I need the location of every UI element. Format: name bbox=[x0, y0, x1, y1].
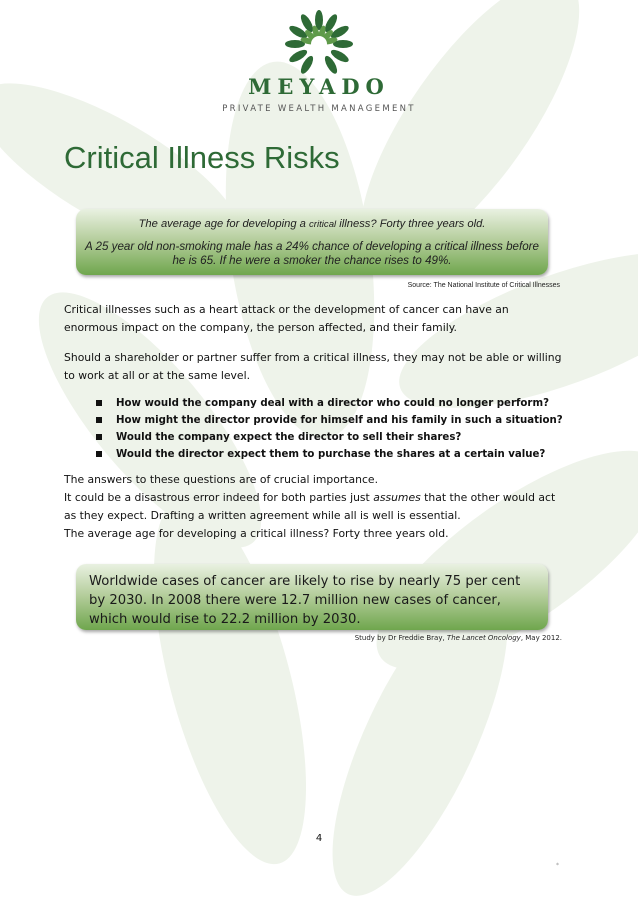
list-item: Would the company expect the director to sell their shares? bbox=[96, 429, 566, 446]
bullet-square-icon bbox=[96, 451, 102, 457]
page-number: 4 bbox=[315, 833, 323, 844]
list-item: How might the director provide for himself and his family in such a situation? bbox=[96, 412, 566, 429]
company-logo bbox=[0, 0, 638, 130]
statistic-box bbox=[76, 564, 548, 630]
source-citation: Source: The National Institute of Critical Illnesses bbox=[407, 282, 560, 289]
footer-mark: * bbox=[556, 862, 559, 869]
list-item: How would the company deal with a director who could no longer perform? bbox=[96, 395, 566, 412]
brand-name: MEYADO bbox=[248, 74, 390, 99]
paragraph-impact: Critical illnesses such as a heart attack or the development of cancer can have an enormous impact on the company, the person affected, and their family. bbox=[64, 303, 509, 334]
bullet-square-icon bbox=[96, 400, 102, 406]
statistic-text: Worldwide cases of cancer are likely to rise by nearly 75 per cent by 2030. In 2008 there were 12.7 million new cases of cancer, which would rise to 22.2 million by 2030. bbox=[89, 574, 521, 627]
highlight-line-2: A 25 year old non-smoking male has a 24% chance of developing a critical illness before he is 65. If he were a smoker the chance rises to 49%. bbox=[85, 240, 539, 267]
brand-tagline: PRIVATE WEALTH MANAGEMENT bbox=[222, 104, 416, 114]
laurel-wreath-icon bbox=[270, 10, 368, 76]
highlight-box bbox=[76, 209, 548, 275]
page-title: Critical Illness Risks bbox=[64, 140, 340, 175]
highlight-line-1: The average age for developing a critical illness? Forty three years old. bbox=[138, 218, 486, 230]
bullet-square-icon bbox=[96, 417, 102, 423]
bullet-square-icon bbox=[96, 434, 102, 440]
list-item: Would the director expect them to purchase the shares at a certain value? bbox=[96, 446, 566, 463]
study-citation: Study by Dr Freddie Bray, The Lancet Oncology, May 2012. bbox=[354, 634, 562, 642]
question-list bbox=[96, 395, 566, 463]
paragraph-shareholder: Should a shareholder or partner suffer from a critical illness, they may not be able or willing to work at all or at the same level. bbox=[64, 351, 562, 382]
paragraph-conclusion: The answers to these questions are of crucial importance. It could be a disastrous error indeed for both parties just assumes that the other would act as they expect. Drafting a written agreement while all is well is essential. The average age for developing a critical illness? Forty three years old. bbox=[64, 473, 556, 540]
